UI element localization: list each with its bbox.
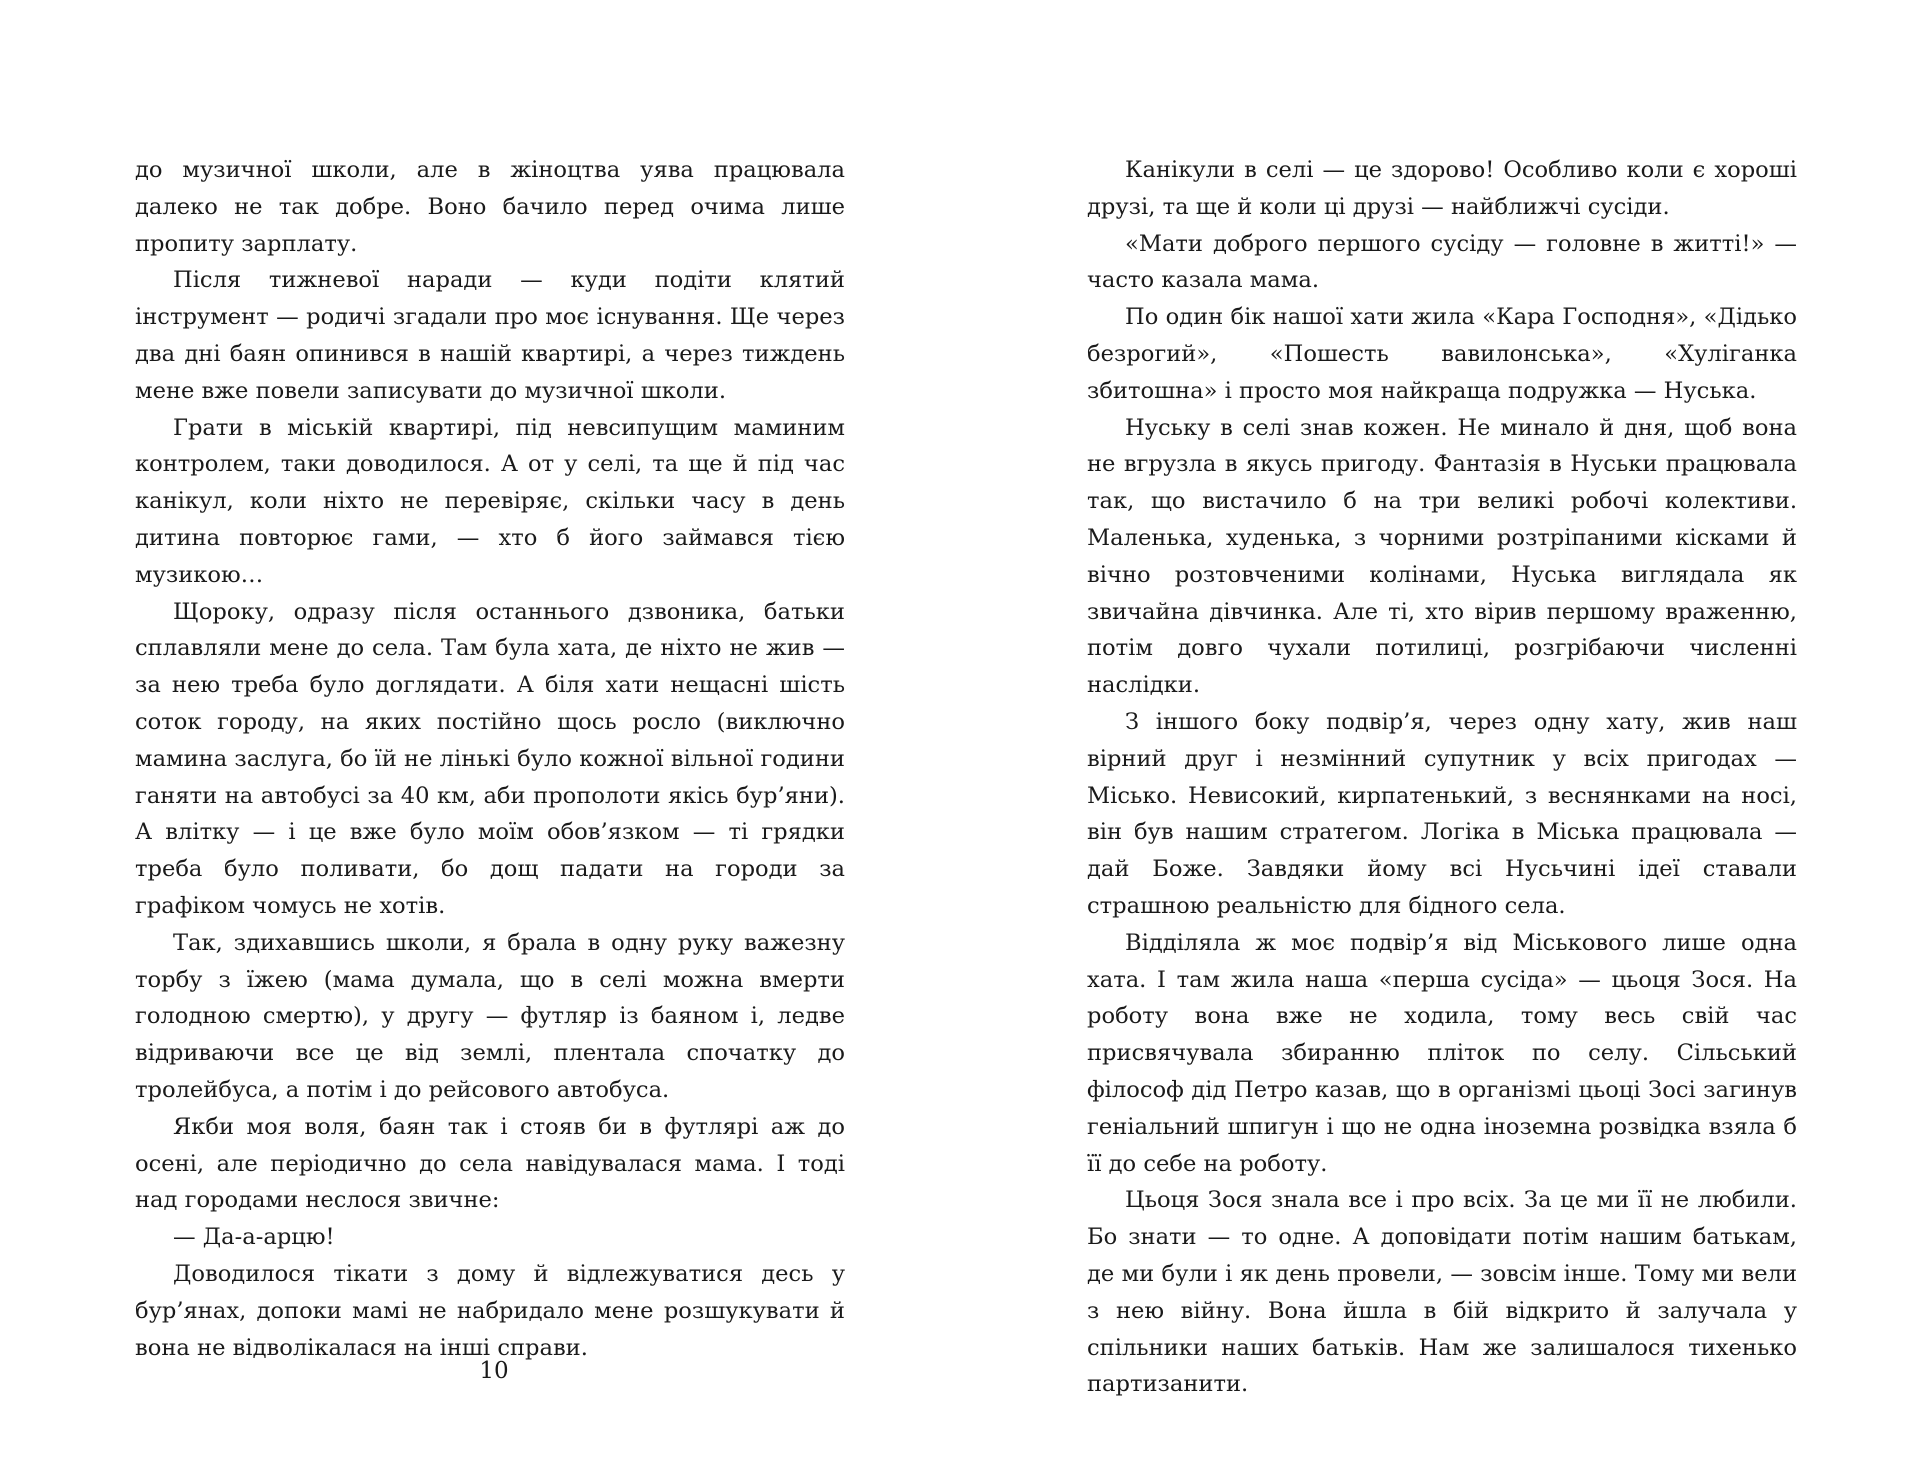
paragraph: до музичної школи, але в жіноцтва уява працювала далеко не так добре. Воно бачило перед очима лише пропиту зарплату. [135,157,845,257]
paragraph: «Мати доброго першого сусіду — головне в житті!» — часто казала мама. [1087,230,1797,294]
right-page [1087,152,1797,1403]
paragraph: По один бік нашої хати жила «Кара Господня», «Дідько безрогий», «Пошесть вавилонська», «Хуліганка збитошна» і просто моя найкраща подружка — Нуська. [1087,304,1797,404]
paragraph: — Да-а-арцю! [173,1224,335,1251]
left-page [135,152,845,1366]
paragraph: Щороку, одразу після останнього дзвоника, батьки сплавляли мене до села. Там була хата, де ніхто не жив — за нею треба було доглядати. А біля хати нещасні шість соток городу, на яких постійно щось росло (виключно мамина заслуга, бо їй не лінькі було кожної вільної години ганяти на автобусі за 40 км, аби прополоти якісь бур’яни). А влітку — і це вже було моїм обов’язком — ті грядки треба було поливати, бо дощ падати на городи за графіком чомусь не хотів. [135,598,845,919]
page-number: 10 [479,1358,509,1384]
paragraph: Відділяла ж моє подвір’я від Міськового лише одна хата. І там жила наша «перша сусіда» — цьоця Зося. На роботу вона вже не ходила, тому весь свій час присвячувала збиранню пліток по селу. Сільський філософ дід Петро казав, що в організмі цьоці Зосі загинув геніальний шпигун і що не одна іноземна розвідка взяла б її до себе на роботу. [1087,929,1797,1177]
paragraph: Так, здихавшись школи, я брала в одну руку важезну торбу з їжею (мама думала, що в селі можна вмерти голодною смертю), у другу — футляр із баяном і, ледве відриваючи все це від землі, плентала спочатку до тролейбуса, а потім і до рейсового автобуса. [135,929,845,1103]
paragraph: Після тижневої наради — куди подіти клятий інструмент — родичі згадали про моє існування. Ще через два дні баян опинився в нашій квартирі, а через тиждень мене вже повели записувати до музичної школи. [135,267,845,404]
paragraph: Доводилося тікати з дому й відлежуватися десь у бур’янах, допоки мамі не набридало мене розшукувати й вона не відволікалася на інші справи. [135,1260,845,1361]
paragraph: Нуську в селі знав кожен. Не минало й дня, щоб вона не вгрузла в якусь пригоду. Фантазія в Нуськи працювала так, що вистачило б на три великі робочі колективи. Маленька, худенька, з чорними розтріпаними кісками й вічно розтовченими колінами, Нуська виглядала як звичайна дівчинка. Але ті, хто вірив першому враженню, потім довго чухали потилиці, розгрібаючи численні наслідки. [1087,414,1797,699]
paragraph: Канікули в селі — це здорово! Особливо коли є хороші друзі, та ще й коли ці друзі — найближчі сусіди. [1087,157,1797,220]
paragraph: Якби моя воля, баян так і стояв би в футлярі аж до осені, але періодично до села навідувалася мама. І тоді над городами неслося звичне: [135,1113,845,1214]
paragraph: З іншого боку подвір’я, через одну хату, жив наш вірний друг і незмінний супутник у всіх пригодах — Місько. Невисокий, кирпатенький, з веснянками на носі, він був нашим стратегом. Логіка в Міська працювала — дай Боже. Завдяки йому всі Нусьчині ідеї ставали страшною реальністю для бідного села. [1087,708,1797,919]
paragraph: Грати в міській квартирі, під невсипущим маминим контролем, таки доводилося. А от у селі, та ще й під час канікул, коли ніхто не перевіряє, скільки часу в день дитина повторює гами, — хто б його займався тією музикою… [135,414,845,588]
paragraph: Цьоця Зося знала все і про всіх. За це ми її не любили. Бо знати — то одне. А доповідати потім нашим батькам, де ми були і як день провели, — зовсім інше. Тому ми вели з нею війну. Вона йшла в бій відкрито й залучала у спільники наших батьків. Нам же залишалося тихенько партизанити. [1087,1187,1797,1398]
